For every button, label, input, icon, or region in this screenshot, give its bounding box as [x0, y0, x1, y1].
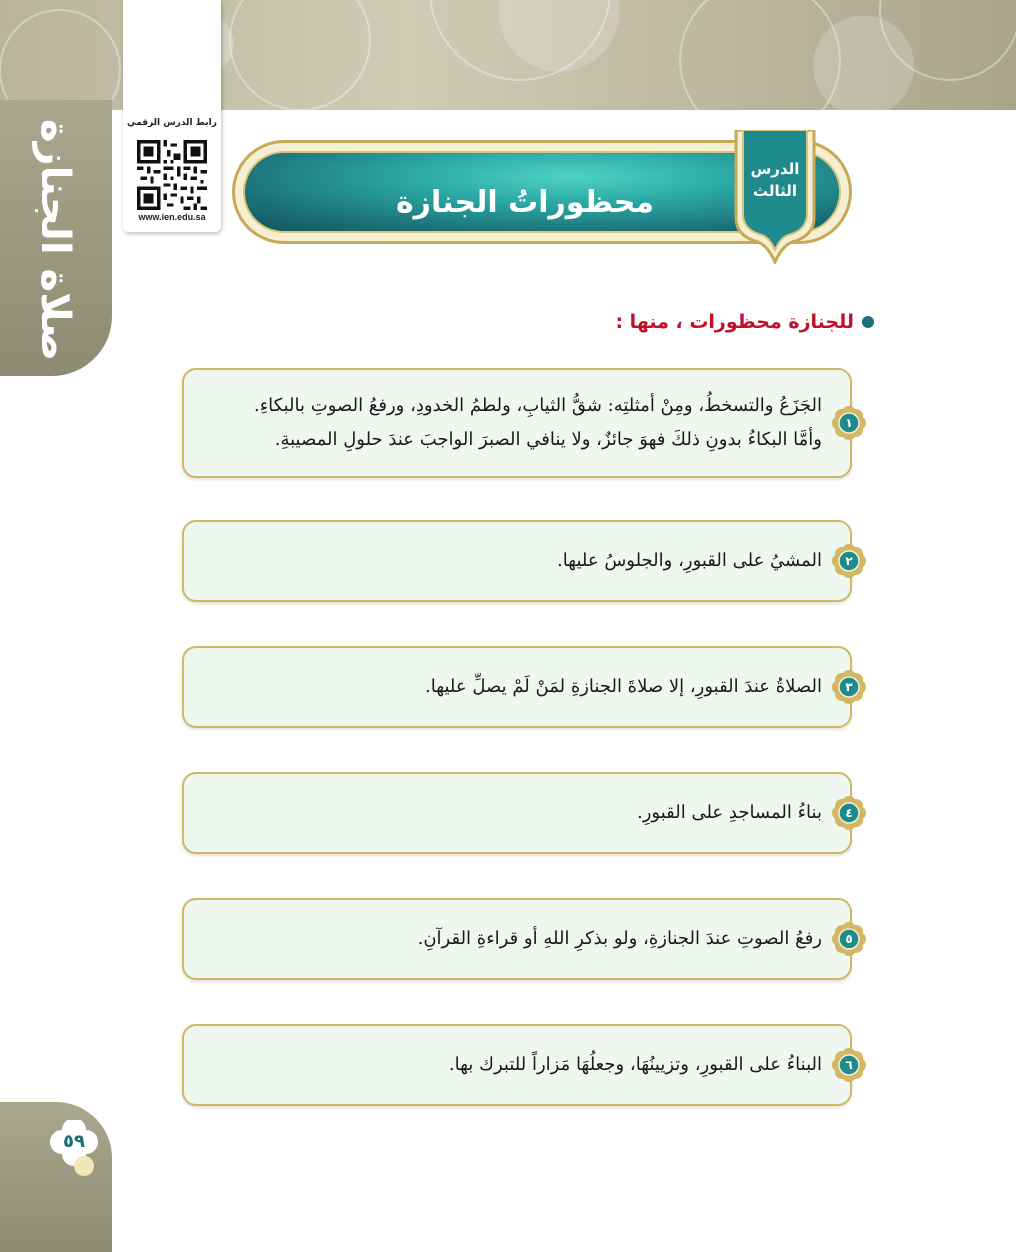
item-number: ١: [845, 416, 853, 430]
list-item-text: [198, 648, 822, 726]
item-number: ٤: [845, 806, 853, 820]
list-item-line: البناءُ على القبورِ، وتزيينُهَا، وجعلُهَا مَزاراً للتبرك بها.: [448, 1054, 822, 1075]
lesson-tag-line1: الدرس: [750, 160, 800, 178]
list-item: [182, 772, 852, 854]
list-item-line: الجَزَعُ والتسخطُ، ومِنْ أمثلتِه: شقُّ الثيابِ، ولطمُ الخدودِ، ورفعُ الصوتِ بالبكاءِ.: [254, 395, 822, 416]
list-item: [182, 520, 852, 602]
list-item: [182, 898, 852, 980]
qr-code-icon[interactable]: [137, 140, 207, 210]
list-item-line: الصلاةُ عندَ القبورِ، إلا صلاةَ الجنازةِ لمَنْ لَمْ يصلِّ عليها.: [424, 676, 822, 697]
item-number: ٥: [845, 932, 853, 946]
list-item-line: بناءُ المساجدِ على القبورِ.: [636, 802, 822, 823]
list-item-text: [198, 370, 822, 476]
qr-url[interactable]: www.ien.edu.sa: [138, 212, 206, 222]
list-item-text: [198, 1026, 822, 1104]
list-item-line: رفعُ الصوتِ عندَ الجنازةِ، ولو بذكرِ اللهِ أو قراءةِ القرآنِ.: [417, 928, 822, 949]
item-number-badge: [832, 922, 866, 956]
lesson-title: محظوراتُ الجنازة: [395, 185, 655, 220]
list-item: [182, 1024, 852, 1106]
item-number-badge: [832, 544, 866, 578]
qr-card[interactable]: [123, 0, 221, 232]
item-number-badge: [832, 1048, 866, 1082]
list-item: [182, 646, 852, 728]
item-number-badge: [832, 406, 866, 440]
item-number-badge: [832, 796, 866, 830]
lesson-number-label: [732, 158, 818, 202]
section-heading: [615, 307, 874, 337]
list-item-line: المشيُ على القبورِ، والجلوسُ عليها.: [556, 550, 822, 571]
item-number: ٦: [845, 1058, 853, 1072]
bullet-icon: [862, 316, 874, 328]
item-number-badge: [832, 670, 866, 704]
list-item-text: [198, 774, 822, 852]
list-item-text: [198, 522, 822, 600]
list-item-text: [198, 900, 822, 978]
page-number: ٥٩: [63, 1131, 85, 1152]
list-item: [182, 368, 852, 478]
list-item-line: وأمَّا البكاءُ بدونِ ذلكَ فهوَ جائزٌ، ولا ينافي الصبرَ الواجبَ عندَ حلولِ المصيبةِ.: [274, 429, 822, 450]
item-number: ٢: [845, 554, 853, 568]
chapter-title: صلاة الجنازة: [32, 118, 78, 362]
lesson-tag-line2: الثالث: [752, 182, 798, 200]
qr-label: رابط الدرس الرقمي: [127, 118, 217, 128]
section-heading-text: للجنازة محظورات ، منها :: [615, 311, 854, 333]
item-number: ٣: [845, 680, 853, 694]
